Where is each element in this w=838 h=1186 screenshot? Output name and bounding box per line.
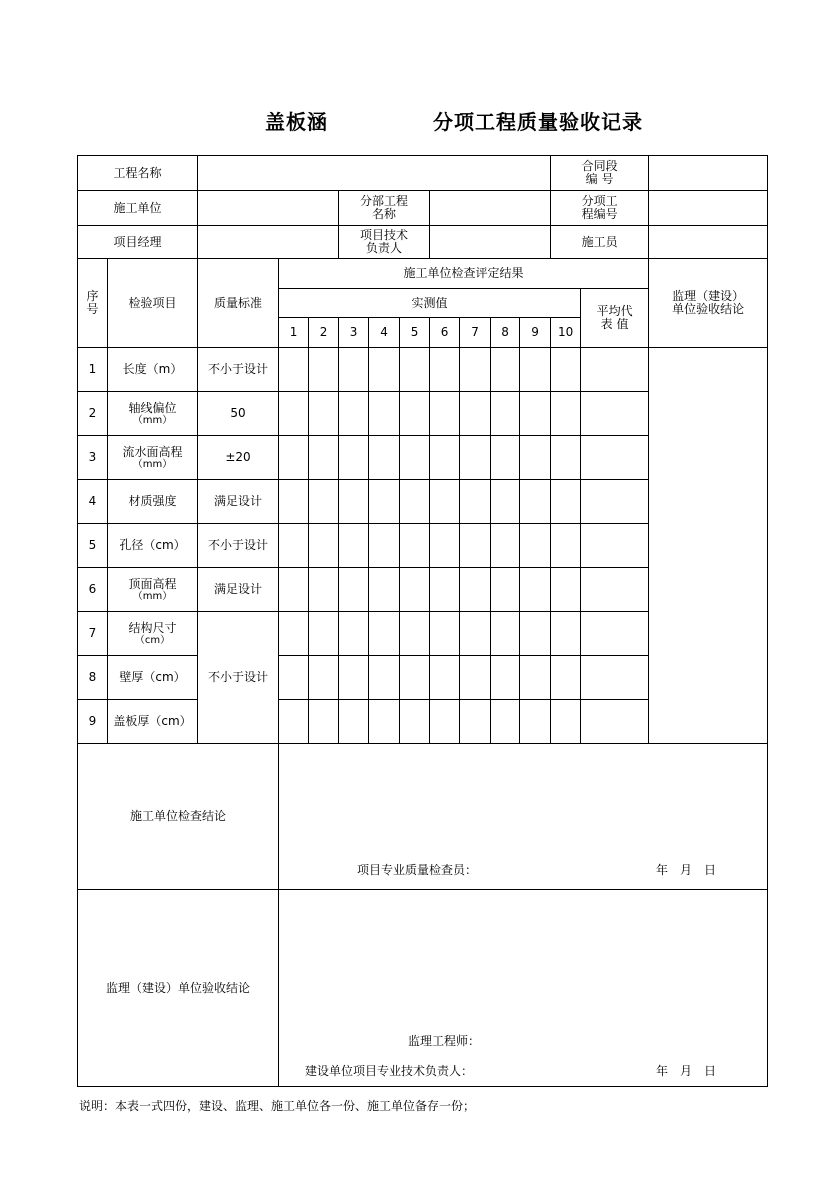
average-cell[interactable] <box>581 480 649 524</box>
table-row <box>78 348 768 392</box>
measure-cell[interactable] <box>309 568 339 612</box>
measure-col-header: 4 <box>369 318 400 348</box>
measure-cell[interactable] <box>279 700 309 744</box>
measure-cell[interactable] <box>491 392 520 436</box>
measure-cell[interactable] <box>491 700 520 744</box>
average-header: 平均代 表 值 <box>581 289 649 348</box>
measure-cell[interactable] <box>279 480 309 524</box>
measure-cell[interactable] <box>460 700 491 744</box>
row-standard: ±20 <box>198 436 279 480</box>
subitem-no-value[interactable] <box>649 191 768 226</box>
measure-cell[interactable] <box>400 480 430 524</box>
measure-col-header: 9 <box>520 318 551 348</box>
average-cell[interactable] <box>581 612 649 656</box>
row-seq: 9 <box>78 700 108 744</box>
average-cell[interactable] <box>581 348 649 392</box>
measure-cell[interactable] <box>430 656 460 700</box>
row-standard: 满足设计 <box>198 568 279 612</box>
supervising-engineer-label: 监理工程师： <box>408 1034 481 1048</box>
worker-value[interactable] <box>649 226 768 259</box>
measure-cell[interactable] <box>460 480 491 524</box>
measure-cell[interactable] <box>430 436 460 480</box>
project-name-value[interactable] <box>198 156 551 191</box>
measure-cell[interactable] <box>339 392 369 436</box>
measure-cell[interactable] <box>520 700 551 744</box>
measure-cell[interactable] <box>430 392 460 436</box>
row-item: 盖板厚（cm） <box>108 700 198 744</box>
measure-cell[interactable] <box>430 480 460 524</box>
row-standard: 不小于设计 <box>198 524 279 568</box>
measured-header: 实测值 <box>279 289 581 318</box>
inspection-date-label: 年 月 日 <box>656 863 717 877</box>
measure-cell[interactable] <box>369 392 400 436</box>
acceptance-form-table <box>77 155 768 1087</box>
measure-cell[interactable] <box>309 480 339 524</box>
row-seq: 8 <box>78 656 108 700</box>
subdivision-value[interactable] <box>430 191 551 226</box>
construction-conclusion-label: 施工单位检查结论 <box>78 744 279 890</box>
row-seq: 3 <box>78 436 108 480</box>
measure-cell[interactable] <box>369 348 400 392</box>
measure-col-header: 8 <box>491 318 520 348</box>
measure-cell[interactable] <box>369 436 400 480</box>
row-seq: 6 <box>78 568 108 612</box>
measure-cell[interactable] <box>400 612 430 656</box>
measure-cell[interactable] <box>551 656 581 700</box>
measure-cell[interactable] <box>279 524 309 568</box>
measure-cell[interactable] <box>369 700 400 744</box>
measure-cell[interactable] <box>400 524 430 568</box>
measure-cell[interactable] <box>279 392 309 436</box>
measure-cell[interactable] <box>400 700 430 744</box>
measure-cell[interactable] <box>279 612 309 656</box>
measure-cell[interactable] <box>430 348 460 392</box>
tech-head-value[interactable] <box>430 226 551 259</box>
measure-cell[interactable] <box>309 656 339 700</box>
subdivision-label: 分部工程 名称 <box>339 191 430 226</box>
measure-cell[interactable] <box>520 612 551 656</box>
supervision-conclusion-cell[interactable] <box>279 890 768 1087</box>
row-seq: 5 <box>78 524 108 568</box>
measure-cell[interactable] <box>551 700 581 744</box>
supervision-conclusion-label: 监理（建设）单位验收结论 <box>78 890 279 1087</box>
measure-cell[interactable] <box>369 612 400 656</box>
supervisor-conclusion-cell[interactable] <box>649 348 768 744</box>
standard-header: 质量标准 <box>198 259 279 348</box>
measure-cell[interactable] <box>460 656 491 700</box>
measure-cell[interactable] <box>309 392 339 436</box>
measure-cell[interactable] <box>520 480 551 524</box>
measure-cell[interactable] <box>551 436 581 480</box>
row-seq: 4 <box>78 480 108 524</box>
measure-cell[interactable] <box>430 700 460 744</box>
measure-cell[interactable] <box>339 700 369 744</box>
measure-cell[interactable] <box>369 480 400 524</box>
row-item: 顶面高程 （mm） <box>108 568 198 612</box>
measure-col-header: 6 <box>430 318 460 348</box>
measure-cell[interactable] <box>339 612 369 656</box>
measure-cell[interactable] <box>339 656 369 700</box>
supervisor-header: 监理（建设） 单位验收结论 <box>649 259 768 348</box>
measure-cell[interactable] <box>279 656 309 700</box>
form-title-subject: 盖板涵 <box>265 110 328 134</box>
row-standard: 50 <box>198 392 279 436</box>
measure-cell[interactable] <box>491 348 520 392</box>
measure-cell[interactable] <box>309 524 339 568</box>
measure-cell[interactable] <box>339 568 369 612</box>
seq-header: 序 号 <box>78 259 108 348</box>
measure-col-header: 10 <box>551 318 581 348</box>
measure-cell[interactable] <box>309 700 339 744</box>
measure-col-header: 1 <box>279 318 309 348</box>
form-title: 分项工程质量验收记录 <box>433 110 643 134</box>
header-row-1 <box>78 156 768 191</box>
measure-cell[interactable] <box>279 436 309 480</box>
measure-cell[interactable] <box>279 568 309 612</box>
measure-cell[interactable] <box>520 436 551 480</box>
client-tech-head-label: 建设单位项目专业技术负责人： <box>305 1064 474 1078</box>
row-seq: 2 <box>78 392 108 436</box>
subitem-no-label: 分项工 程编号 <box>551 191 649 226</box>
measure-cell[interactable] <box>400 656 430 700</box>
measure-cell[interactable] <box>460 392 491 436</box>
measure-cell[interactable] <box>400 568 430 612</box>
measure-col-header: 7 <box>460 318 491 348</box>
item-header: 检验项目 <box>108 259 198 348</box>
measure-cell[interactable] <box>339 524 369 568</box>
row-standard: 不小于设计 <box>198 348 279 392</box>
measure-cell[interactable] <box>369 524 400 568</box>
measure-cell[interactable] <box>491 480 520 524</box>
measure-cell[interactable] <box>400 392 430 436</box>
average-cell[interactable] <box>581 436 649 480</box>
project-manager-value[interactable] <box>198 226 339 259</box>
measure-cell[interactable] <box>400 348 430 392</box>
row-item: 材质强度 <box>108 480 198 524</box>
average-cell[interactable] <box>581 524 649 568</box>
measure-cell[interactable] <box>279 348 309 392</box>
result-group-header: 施工单位检查评定结果 <box>279 259 649 289</box>
measure-cell[interactable] <box>309 612 339 656</box>
row-standard: 不小于设计 <box>198 612 279 744</box>
header-row-3 <box>78 226 768 259</box>
construction-unit-value[interactable] <box>198 191 339 226</box>
measure-cell[interactable] <box>491 436 520 480</box>
measure-col-header: 2 <box>309 318 339 348</box>
column-header-row-1 <box>78 259 768 289</box>
measure-cell[interactable] <box>460 524 491 568</box>
row-seq: 7 <box>78 612 108 656</box>
measure-cell[interactable] <box>430 568 460 612</box>
tech-head-label: 项目技术 负责人 <box>339 226 430 259</box>
measure-cell[interactable] <box>309 436 339 480</box>
measure-cell[interactable] <box>520 656 551 700</box>
measure-col-header: 3 <box>339 318 369 348</box>
worker-label: 施工员 <box>551 226 649 259</box>
average-cell[interactable] <box>581 392 649 436</box>
measure-cell[interactable] <box>551 568 581 612</box>
row-seq: 1 <box>78 348 108 392</box>
measure-cell[interactable] <box>491 524 520 568</box>
measure-cell[interactable] <box>369 656 400 700</box>
measure-cell[interactable] <box>520 392 551 436</box>
header-row-2 <box>78 191 768 226</box>
measure-cell[interactable] <box>460 612 491 656</box>
measure-cell[interactable] <box>339 436 369 480</box>
measure-cell[interactable] <box>339 348 369 392</box>
measure-cell[interactable] <box>551 480 581 524</box>
measure-cell[interactable] <box>460 568 491 612</box>
measure-cell[interactable] <box>491 612 520 656</box>
measure-cell[interactable] <box>460 348 491 392</box>
row-item: 孔径（cm） <box>108 524 198 568</box>
row-item: 流水面高程 （mm） <box>108 436 198 480</box>
contract-no-value[interactable] <box>649 156 768 191</box>
measure-cell[interactable] <box>551 612 581 656</box>
row-item: 长度（m） <box>108 348 198 392</box>
measure-cell[interactable] <box>520 568 551 612</box>
measure-cell[interactable] <box>339 480 369 524</box>
measure-cell[interactable] <box>491 568 520 612</box>
measure-cell[interactable] <box>551 348 581 392</box>
average-cell[interactable] <box>581 700 649 744</box>
supervision-conclusion-row <box>78 890 768 1087</box>
measure-col-header: 5 <box>400 318 430 348</box>
construction-conclusion-cell[interactable] <box>279 744 768 890</box>
average-cell[interactable] <box>581 568 649 612</box>
construction-unit-label: 施工单位 <box>78 191 198 226</box>
row-item: 结构尺寸 （cm） <box>108 612 198 656</box>
construction-conclusion-row <box>78 744 768 890</box>
measure-cell[interactable] <box>400 436 430 480</box>
form-note: 说明：本表一式四份，建设、监理、施工单位各一份、施工单位备存一份； <box>79 1099 476 1113</box>
measure-cell[interactable] <box>460 436 491 480</box>
measure-cell[interactable] <box>551 392 581 436</box>
measure-cell[interactable] <box>309 348 339 392</box>
project-manager-label: 项目经理 <box>78 226 198 259</box>
measure-cell[interactable] <box>369 568 400 612</box>
average-cell[interactable] <box>581 656 649 700</box>
quality-inspector-label: 项目专业质量检查员： <box>357 863 478 877</box>
measure-cell[interactable] <box>430 612 460 656</box>
supervision-date-label: 年 月 日 <box>656 1064 717 1078</box>
measure-cell[interactable] <box>520 524 551 568</box>
row-item: 轴线偏位 （mm） <box>108 392 198 436</box>
measure-cell[interactable] <box>551 524 581 568</box>
measure-cell[interactable] <box>430 524 460 568</box>
project-name-label: 工程名称 <box>78 156 198 191</box>
row-standard: 满足设计 <box>198 480 279 524</box>
measure-cell[interactable] <box>520 348 551 392</box>
contract-no-label: 合同段 编 号 <box>551 156 649 191</box>
row-item: 壁厚（cm） <box>108 656 198 700</box>
measure-cell[interactable] <box>491 656 520 700</box>
